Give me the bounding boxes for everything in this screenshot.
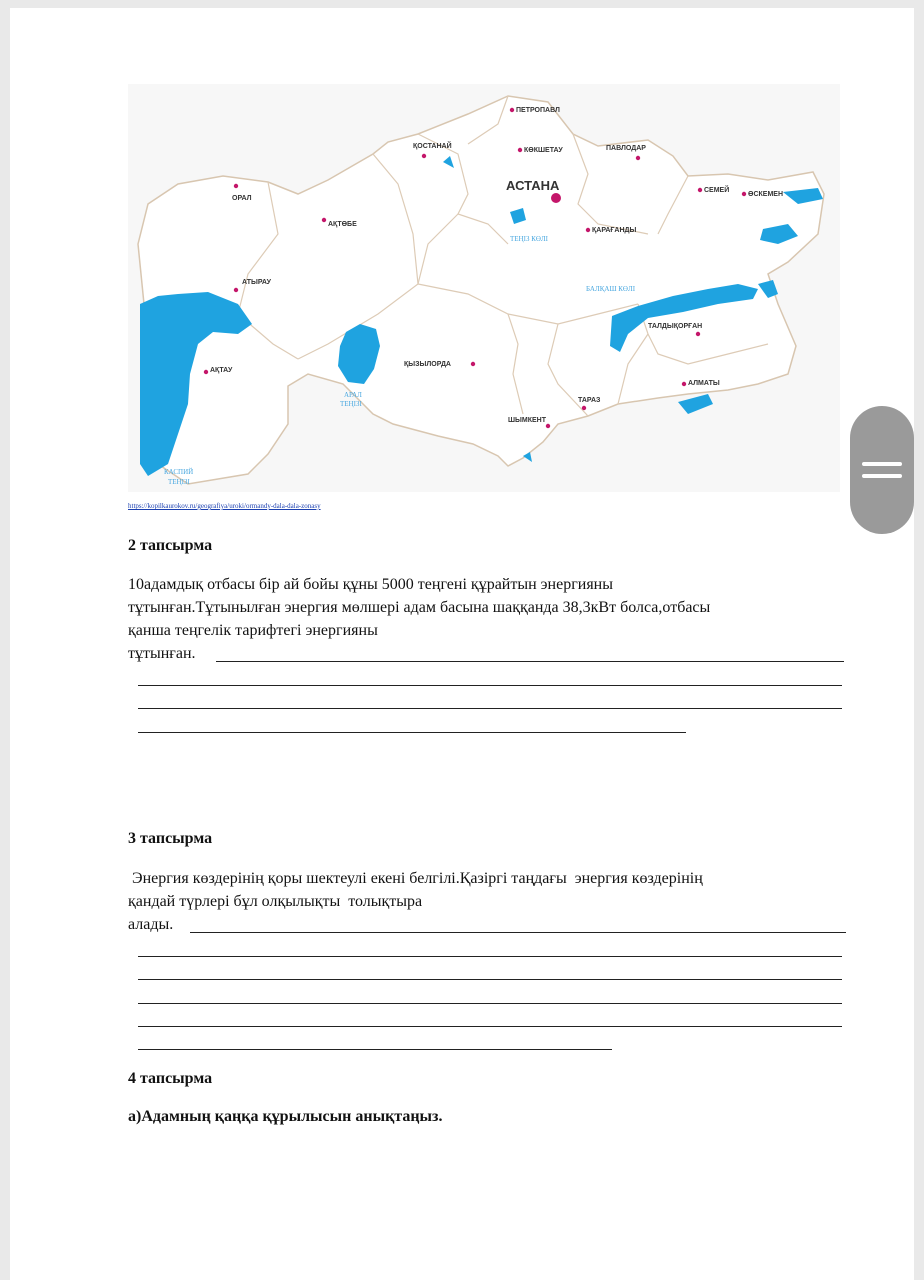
task2-line4: тұтынған. xyxy=(128,645,196,662)
task4-sub-a: а)Адамның қаңқа құрылысын анықтаңыз. xyxy=(128,1108,443,1125)
city-taldykorgan: ТАЛДЫҚОРҒАН xyxy=(648,323,703,330)
task3-line2: қандай түрлері бұл олқылықты толықтыра xyxy=(128,893,423,910)
city-astana: АСТАНА xyxy=(506,178,560,193)
task3-line3: алады. xyxy=(128,916,174,933)
answer-line xyxy=(190,932,846,933)
answer-line xyxy=(138,1003,842,1004)
answer-line xyxy=(216,661,844,662)
city-kostanai: ҚОСТАНАЙ xyxy=(413,143,452,150)
answer-line xyxy=(138,956,842,957)
city-karagandy: ҚАРАҒАНДЫ xyxy=(592,227,637,234)
task2-line3: қанша теңгелік тарифтегі энергияны xyxy=(128,622,378,639)
city-almaty: АЛМАТЫ xyxy=(688,380,720,387)
lake-balkhash-label: БАЛҚАШ КӨЛІ xyxy=(586,285,636,293)
answer-line xyxy=(138,1026,842,1027)
answer-line xyxy=(138,979,842,980)
answer-line xyxy=(138,685,842,686)
city-semei: СЕМЕЙ xyxy=(704,187,730,194)
city-atyrau: АТЫРАУ xyxy=(242,279,272,286)
task3-line1: Энергия көздерінің қоры шектеулі екені белгілі.Қазіргі таңдағы энергия көздерінің xyxy=(128,870,703,887)
answer-line xyxy=(138,1049,612,1050)
city-oskemen: ӨСКЕМЕН xyxy=(748,191,783,198)
city-petropavl: ПЕТРОПАВЛ xyxy=(516,107,560,114)
city-kyzylorda: ҚЫЗЫЛОРДА xyxy=(404,361,451,368)
task2-line1: 10адамдық отбасы бір ай бойы құны 5000 теңгені құрайтын энергияны xyxy=(128,576,613,593)
handle-grip-icon xyxy=(862,462,902,466)
answer-line xyxy=(138,732,686,733)
task3-title: 3 тапсырма xyxy=(128,830,213,847)
source-link[interactable]: https://kopilkaurokov.ru/geografiya/uroki/ormandy-dala-dala-zonasy xyxy=(128,502,321,510)
city-taraz: ТАРАЗ xyxy=(578,397,601,404)
caspian-label-1: КАСПИЙ xyxy=(164,468,194,476)
kazakhstan-map xyxy=(128,84,840,492)
scroll-handle[interactable] xyxy=(850,406,914,534)
city-aktobe: АҚТӨБЕ xyxy=(328,221,357,228)
city-oral: ОРАЛ xyxy=(232,195,252,202)
handle-grip-icon xyxy=(862,474,902,478)
aral-label-1: АРАЛ xyxy=(344,391,362,399)
answer-line xyxy=(138,708,842,709)
task2-title: 2 тапсырма xyxy=(128,537,213,554)
city-shymkent: ШЫМКЕНТ xyxy=(508,417,546,424)
task4-title: 4 тапсырма xyxy=(128,1070,213,1087)
city-kokshetau: КӨКШЕТАУ xyxy=(524,147,563,154)
city-pavlodar: ПАВЛОДАР xyxy=(606,145,646,152)
lake-tengiz-label: ТЕҢІЗ КӨЛІ xyxy=(510,235,548,243)
caspian-label-2: ТЕҢІЗІ xyxy=(168,478,190,486)
aral-label-2: ТЕҢІЗІ xyxy=(340,400,362,408)
task2-line2: тұтынған.Тұтынылған энергия мөлшері адам басына шаққанда 38,3кВт болса,отбасы xyxy=(128,599,711,616)
city-aktau: АҚТАУ xyxy=(210,367,233,374)
